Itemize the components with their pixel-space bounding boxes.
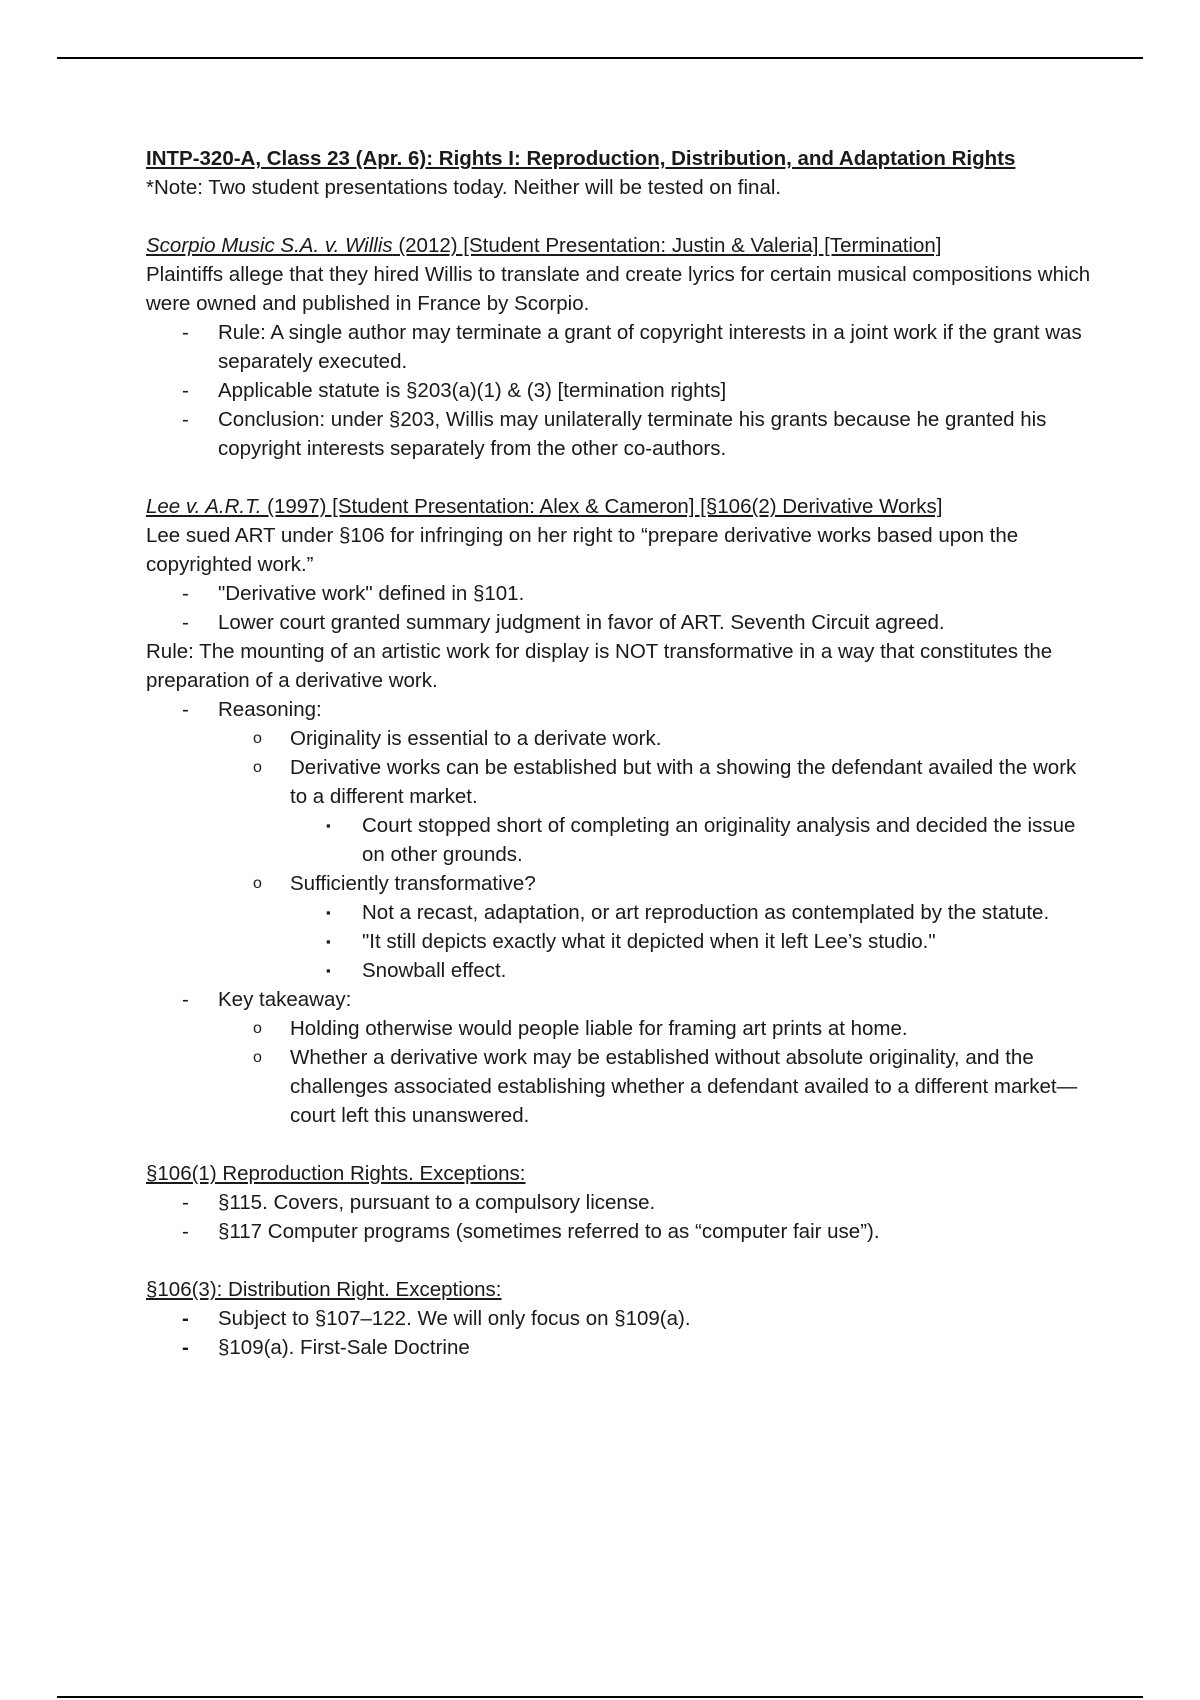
lee-heading — [146, 492, 1092, 521]
footer-rule — [57, 1696, 1143, 1698]
list-item: - "Derivative work" defined in §101. — [146, 579, 1092, 608]
list-item: o Derivative works can be established but with a showing the defendant availed the work to a different market. — [146, 753, 1092, 811]
dash-marker: - — [182, 408, 189, 431]
list-item: ▪ "It still depicts exactly what it depicted when it left Lee’s studio." — [146, 927, 1092, 956]
document-title: INTP-320-A, Class 23 (Apr. 6): Rights I: Reproduction, Distribution, and Adaptation Rights — [146, 147, 1016, 170]
list-item: o Originality is essential to a derivate work. — [146, 724, 1092, 753]
scorpio-heading — [146, 231, 1092, 260]
dash-marker: - — [182, 988, 189, 1011]
lee-rule: Rule: The mounting of an artistic work for display is NOT transformative in a way that constitutes the preparation of a derivative work. — [146, 640, 1053, 692]
list-item: o Holding otherwise would people liable for framing art prints at home. — [146, 1014, 1092, 1043]
distribution-heading: §106(3): Distribution Right. Exceptions: — [146, 1278, 502, 1301]
list-item: - §117 Computer programs (sometimes referred to as “computer fair use”). — [146, 1217, 1092, 1246]
list-item: ▪ Court stopped short of completing an originality analysis and decided the issue on other grounds. — [146, 811, 1092, 869]
dash-marker: - — [182, 611, 189, 634]
dash-marker: - — [182, 1307, 189, 1330]
scorpio-heading-detail: (2012) [Student Presentation: Justin & Valeria] [Termination] — [392, 234, 942, 257]
lee-heading-detail: (1997) [Student Presentation: Alex & Cameron] [§106(2) Derivative Works] — [261, 495, 943, 518]
square-bullet-icon: ▪ — [326, 963, 331, 978]
scorpio-case-name: Scorpio Music S.A. v. Willis — [146, 234, 393, 257]
scorpio-facts: Plaintiffs allege that they hired Willis to translate and create lyrics for certain musical compositions which were owned and published in France by Scorpio. — [146, 263, 1091, 315]
circle-bullet-icon: o — [253, 759, 262, 776]
list-item: - Applicable statute is §203(a)(1) & (3) [termination rights] — [146, 376, 1092, 405]
dash-marker: - — [182, 1191, 189, 1214]
dash-marker: - — [182, 1220, 189, 1243]
reasoning-item: - Reasoning: — [146, 695, 1092, 724]
circle-bullet-icon: o — [253, 730, 262, 747]
list-item: ▪ Snowball effect. — [146, 956, 1092, 985]
dash-marker: - — [182, 321, 189, 344]
list-item: - Conclusion: under §203, Willis may unilaterally terminate his grants because he granted his copyright interests separately from the other co-authors. — [146, 405, 1092, 463]
header-rule — [57, 57, 1143, 59]
scorpio-bullets — [146, 318, 1092, 463]
square-bullet-icon: ▪ — [326, 905, 331, 920]
note-line: *Note: Two student presentations today. Neither will be tested on final. — [146, 176, 782, 199]
list-item: - Subject to §107–122. We will only focus on §109(a). — [146, 1304, 1092, 1333]
lee-case-name: Lee v. A.R.T. — [146, 495, 262, 518]
square-bullet-icon: ▪ — [326, 818, 331, 833]
list-item: - Rule: A single author may terminate a grant of copyright interests in a joint work if the grant was separately executed. — [146, 318, 1092, 376]
list-item: o Sufficiently transformative? — [146, 869, 1092, 898]
list-item: - §115. Covers, pursuant to a compulsory license. — [146, 1188, 1092, 1217]
square-bullet-icon: ▪ — [326, 934, 331, 949]
circle-bullet-icon: o — [253, 1020, 262, 1037]
lee-bullets — [146, 579, 1092, 637]
document-body — [146, 144, 1092, 1362]
dash-marker: - — [182, 379, 189, 402]
circle-bullet-icon: o — [253, 875, 262, 892]
list-item: - §109(a). First-Sale Doctrine — [146, 1333, 1092, 1362]
circle-bullet-icon: o — [253, 1049, 262, 1066]
dash-marker: - — [182, 1336, 189, 1359]
list-item: - Lower court granted summary judgment in favor of ART. Seventh Circuit agreed. — [146, 608, 1092, 637]
dash-marker: - — [182, 698, 189, 721]
lee-facts: Lee sued ART under §106 for infringing on her right to “prepare derivative works based upon the copyrighted work.” — [146, 524, 1019, 576]
takeaway-item: - Key takeaway: — [146, 985, 1092, 1014]
dash-marker: - — [182, 582, 189, 605]
list-item: o Whether a derivative work may be established without absolute originality, and the challenges associated establishing whether a defendant availed to a different market—court left this unanswered. — [146, 1043, 1092, 1130]
list-item: ▪ Not a recast, adaptation, or art reproduction as contemplated by the statute. — [146, 898, 1092, 927]
reproduction-heading: §106(1) Reproduction Rights. Exceptions: — [146, 1162, 526, 1185]
